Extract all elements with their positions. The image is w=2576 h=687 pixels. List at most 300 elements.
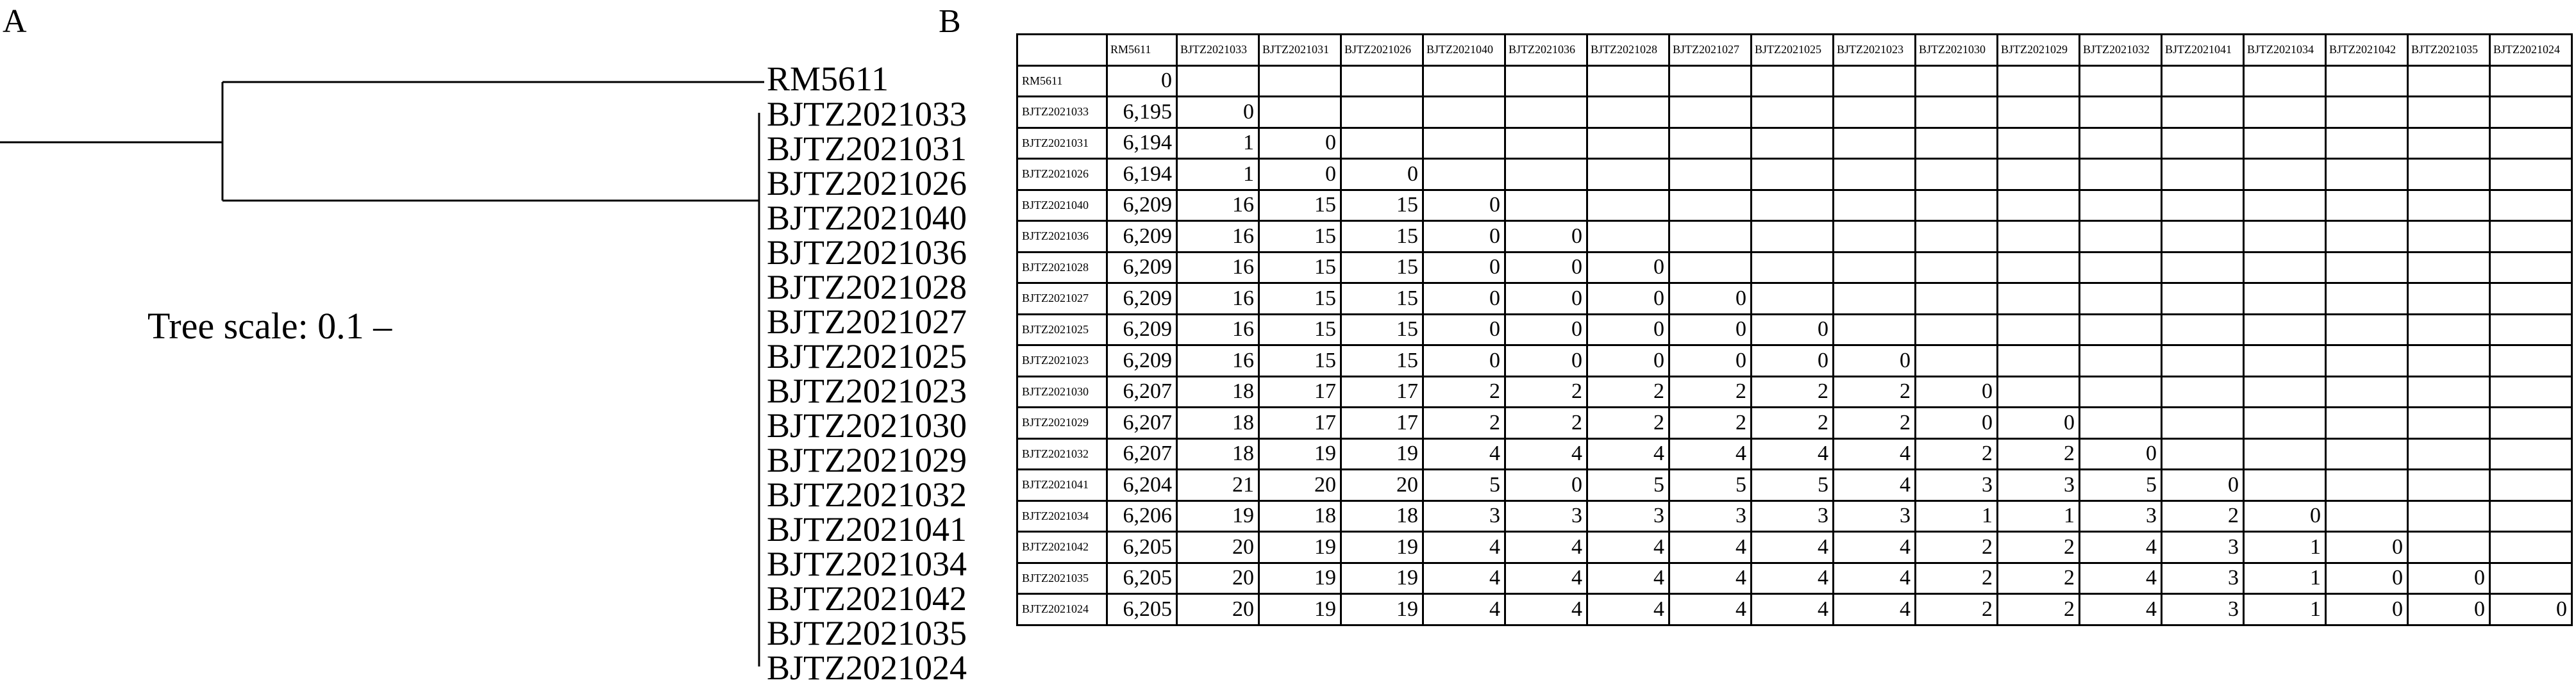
matrix-cell: 0 [1505, 470, 1587, 501]
matrix-cell: 19 [1259, 438, 1341, 470]
matrix-cell: 4 [1834, 563, 1916, 594]
matrix-cell [1834, 65, 1916, 97]
matrix-cell [2080, 376, 2162, 408]
matrix-cell: 4 [1669, 532, 1752, 563]
matrix-row-header: BJTZ2021026 [1017, 159, 1107, 190]
matrix-cell [1998, 65, 2080, 97]
matrix-cell: 2 [1669, 408, 1752, 439]
matrix-cell [2490, 470, 2572, 501]
matrix-cell [2408, 159, 2490, 190]
matrix-cell: 2 [1752, 408, 1834, 439]
matrix-cell [1916, 159, 1998, 190]
matrix-cell [2162, 408, 2244, 439]
matrix-cell [1341, 128, 1423, 159]
matrix-cell [2162, 221, 2244, 252]
matrix-cell [2408, 252, 2490, 283]
matrix-cell [2408, 532, 2490, 563]
matrix-cell [1423, 128, 1505, 159]
matrix-cell: 19 [1259, 532, 1341, 563]
tree-leaf-label: BJTZ2021026 [767, 164, 967, 203]
matrix-row-header: BJTZ2021035 [1017, 563, 1107, 594]
matrix-cell [2162, 345, 2244, 377]
matrix-cell: 2 [1998, 438, 2080, 470]
matrix-cell [1752, 159, 1834, 190]
matrix-cell [2326, 283, 2408, 315]
matrix-cell [1752, 190, 1834, 221]
matrix-cell [1669, 221, 1752, 252]
matrix-cell [2080, 159, 2162, 190]
matrix-cell [2080, 314, 2162, 345]
matrix-cell: 1 [2244, 594, 2326, 625]
matrix-cell [1916, 283, 1998, 315]
matrix-cell [1834, 314, 1916, 345]
tree-leaf-label: BJTZ2021034 [767, 545, 967, 583]
matrix-cell [1505, 128, 1587, 159]
matrix-cell [2326, 65, 2408, 97]
matrix-cell: 0 [2080, 438, 2162, 470]
matrix-row-header: BJTZ2021028 [1017, 252, 1107, 283]
matrix-cell [1341, 97, 1423, 128]
matrix-row-header: RM5611 [1017, 65, 1107, 97]
matrix-cell: 0 [2326, 563, 2408, 594]
matrix-cell: 0 [1177, 97, 1259, 128]
panel-label-b: B [939, 3, 961, 40]
matrix-cell [2080, 221, 2162, 252]
matrix-cell: 0 [1587, 283, 1669, 315]
matrix-corner-cell [1017, 35, 1107, 66]
tree-leaf-label: BJTZ2021028 [767, 268, 967, 306]
matrix-cell [2490, 283, 2572, 315]
matrix-cell: 3 [1505, 501, 1587, 532]
matrix-cell: 15 [1259, 252, 1341, 283]
matrix-cell: 20 [1259, 470, 1341, 501]
matrix-cell: 5 [1423, 470, 1505, 501]
matrix-cell [2162, 97, 2244, 128]
matrix-row [1017, 408, 2572, 439]
matrix-cell: 21 [1177, 470, 1259, 501]
tree-scale-label: Tree scale: 0.1 – [147, 305, 392, 347]
matrix-row-header: BJTZ2021031 [1017, 128, 1107, 159]
matrix-cell [1916, 65, 1998, 97]
matrix-cell [2326, 438, 2408, 470]
tree-leaf-label: BJTZ2021023 [767, 372, 967, 410]
matrix-cell [1834, 159, 1916, 190]
matrix-cell [2162, 376, 2244, 408]
matrix-cell: 1 [1998, 501, 2080, 532]
matrix-cell: 0 [1587, 252, 1669, 283]
matrix-cell: 3 [1752, 501, 1834, 532]
matrix-cell: 3 [1834, 501, 1916, 532]
matrix-cell: 0 [1107, 65, 1177, 97]
matrix-cell: 4 [1587, 594, 1669, 625]
matrix-cell [1998, 221, 2080, 252]
matrix-cell [1587, 97, 1669, 128]
tree-leaf-label: RM5611 [767, 60, 889, 98]
matrix-cell: 19 [1341, 532, 1423, 563]
matrix-cell [1916, 345, 1998, 377]
matrix-cell: 6,207 [1107, 408, 1177, 439]
matrix-cell: 0 [2326, 594, 2408, 625]
matrix-cell [1177, 65, 1259, 97]
matrix-cell: 4 [1752, 532, 1834, 563]
matrix-column-header: BJTZ2021042 [2326, 35, 2408, 66]
matrix-column-header: BJTZ2021025 [1752, 35, 1834, 66]
matrix-cell [1669, 65, 1752, 97]
matrix-cell [1505, 159, 1587, 190]
matrix-cell [2490, 314, 2572, 345]
matrix-cell [1587, 190, 1669, 221]
matrix-cell [1669, 128, 1752, 159]
matrix-cell [1752, 65, 1834, 97]
matrix-cell: 0 [1998, 408, 2080, 439]
matrix-cell [2408, 345, 2490, 377]
matrix-cell: 2 [2162, 501, 2244, 532]
matrix-cell [2490, 221, 2572, 252]
matrix-cell: 5 [1752, 470, 1834, 501]
matrix-cell: 6,207 [1107, 376, 1177, 408]
matrix-cell: 17 [1341, 408, 1423, 439]
matrix-cell [2326, 221, 2408, 252]
matrix-cell: 2 [1587, 376, 1669, 408]
matrix-cell [1669, 190, 1752, 221]
matrix-cell [2162, 159, 2244, 190]
matrix-cell [2162, 65, 2244, 97]
matrix-cell [2244, 128, 2326, 159]
matrix-row-header: BJTZ2021030 [1017, 376, 1107, 408]
matrix-cell: 6,209 [1107, 190, 1177, 221]
tree-leaf-label: BJTZ2021041 [767, 510, 967, 549]
matrix-column-header: BJTZ2021026 [1341, 35, 1423, 66]
matrix-cell [1916, 128, 1998, 159]
tree-leaf-label: BJTZ2021040 [767, 199, 967, 237]
matrix-cell [2080, 190, 2162, 221]
matrix-cell: 15 [1341, 314, 1423, 345]
matrix-cell: 0 [1423, 190, 1505, 221]
matrix-cell [1752, 221, 1834, 252]
matrix-cell: 6,204 [1107, 470, 1177, 501]
matrix-cell: 4 [1423, 594, 1505, 625]
matrix-cell: 16 [1177, 252, 1259, 283]
matrix-cell [1916, 190, 1998, 221]
matrix-cell [1834, 252, 1916, 283]
matrix-cell [2080, 345, 2162, 377]
matrix-cell: 0 [1259, 128, 1341, 159]
matrix-cell: 18 [1177, 438, 1259, 470]
matrix-cell: 4 [1587, 563, 1669, 594]
matrix-cell [1423, 97, 1505, 128]
matrix-cell [1834, 283, 1916, 315]
matrix-cell: 4 [2080, 563, 2162, 594]
matrix-column-header: BJTZ2021027 [1669, 35, 1752, 66]
matrix-cell: 0 [1587, 345, 1669, 377]
matrix-column-header: BJTZ2021041 [2162, 35, 2244, 66]
matrix-cell: 4 [1423, 438, 1505, 470]
matrix-cell: 19 [1259, 594, 1341, 625]
matrix-cell: 0 [1505, 314, 1587, 345]
matrix-cell [1998, 97, 2080, 128]
matrix-cell: 15 [1341, 190, 1423, 221]
matrix-cell [2244, 438, 2326, 470]
matrix-cell: 6,207 [1107, 438, 1177, 470]
snp-distance-matrix [1016, 33, 2573, 626]
matrix-cell [2408, 376, 2490, 408]
matrix-cell: 15 [1259, 221, 1341, 252]
matrix-cell [2244, 65, 2326, 97]
matrix-cell: 4 [2080, 594, 2162, 625]
matrix-cell: 0 [1752, 314, 1834, 345]
matrix-row [1017, 376, 2572, 408]
matrix-cell: 20 [1177, 532, 1259, 563]
matrix-column-header: BJTZ2021034 [2244, 35, 2326, 66]
matrix-row [1017, 252, 2572, 283]
matrix-cell: 2 [1505, 408, 1587, 439]
matrix-cell [1587, 65, 1669, 97]
matrix-cell [2080, 65, 2162, 97]
matrix-cell [2080, 283, 2162, 315]
matrix-cell: 19 [1341, 594, 1423, 625]
matrix-cell [1998, 283, 2080, 315]
matrix-cell: 17 [1259, 408, 1341, 439]
matrix-cell: 2 [1834, 408, 1916, 439]
matrix-cell: 6,194 [1107, 128, 1177, 159]
matrix-cell [1998, 128, 2080, 159]
tree-leaf-label: BJTZ2021029 [767, 441, 967, 479]
matrix-row-header: BJTZ2021025 [1017, 314, 1107, 345]
matrix-row-header: BJTZ2021041 [1017, 470, 1107, 501]
matrix-cell [1916, 314, 1998, 345]
matrix-cell [2490, 190, 2572, 221]
matrix-cell [1505, 97, 1587, 128]
matrix-cell [1834, 190, 1916, 221]
matrix-cell: 20 [1341, 470, 1423, 501]
matrix-cell [2244, 252, 2326, 283]
matrix-cell: 0 [1259, 159, 1341, 190]
matrix-cell: 2 [1505, 376, 1587, 408]
matrix-column-header: BJTZ2021024 [2490, 35, 2572, 66]
matrix-cell: 16 [1177, 345, 1259, 377]
matrix-cell: 1 [2244, 532, 2326, 563]
tree-leaf-label: BJTZ2021042 [767, 579, 967, 618]
matrix-column-header: BJTZ2021040 [1423, 35, 1505, 66]
tree-leaf-label: BJTZ2021036 [767, 233, 967, 272]
matrix-cell: 3 [1423, 501, 1505, 532]
matrix-cell: 4 [1669, 438, 1752, 470]
matrix-cell [1834, 128, 1916, 159]
matrix-cell: 4 [1505, 438, 1587, 470]
matrix-cell: 15 [1341, 345, 1423, 377]
matrix-row-header: BJTZ2021027 [1017, 283, 1107, 315]
matrix-cell: 20 [1177, 563, 1259, 594]
matrix-cell [1752, 252, 1834, 283]
matrix-row [1017, 128, 2572, 159]
matrix-cell: 6,205 [1107, 563, 1177, 594]
matrix-cell: 6,205 [1107, 532, 1177, 563]
matrix-cell [2490, 65, 2572, 97]
matrix-cell: 6,209 [1107, 252, 1177, 283]
matrix-cell [2244, 470, 2326, 501]
matrix-cell: 5 [1669, 470, 1752, 501]
matrix-cell [2162, 252, 2244, 283]
matrix-cell: 0 [1587, 314, 1669, 345]
matrix-row [1017, 470, 2572, 501]
matrix-cell [2326, 97, 2408, 128]
matrix-cell: 15 [1341, 252, 1423, 283]
matrix-cell: 6,209 [1107, 283, 1177, 315]
matrix-cell: 0 [1505, 221, 1587, 252]
matrix-cell [2162, 283, 2244, 315]
matrix-cell: 19 [1259, 563, 1341, 594]
matrix-cell [1341, 65, 1423, 97]
matrix-cell: 6,205 [1107, 594, 1177, 625]
matrix-row [1017, 314, 2572, 345]
matrix-cell: 0 [1423, 314, 1505, 345]
matrix-cell [2408, 470, 2490, 501]
matrix-cell [1587, 128, 1669, 159]
tree-leaf-label: BJTZ2021024 [767, 649, 967, 687]
matrix-cell [2490, 501, 2572, 532]
matrix-cell [2408, 128, 2490, 159]
matrix-row-header: BJTZ2021040 [1017, 190, 1107, 221]
matrix-cell [2490, 97, 2572, 128]
matrix-cell: 4 [1834, 594, 1916, 625]
tree-leaf-label: BJTZ2021033 [767, 95, 967, 133]
matrix-cell [2326, 408, 2408, 439]
matrix-cell: 19 [1177, 501, 1259, 532]
matrix-cell [2490, 532, 2572, 563]
matrix-cell [2490, 438, 2572, 470]
matrix-cell [1505, 190, 1587, 221]
matrix-cell [1423, 65, 1505, 97]
matrix-cell: 0 [1669, 283, 1752, 315]
matrix-cell [2080, 128, 2162, 159]
matrix-cell [2080, 252, 2162, 283]
matrix-cell: 0 [2408, 594, 2490, 625]
matrix-cell: 4 [1669, 594, 1752, 625]
matrix-cell: 1 [1177, 159, 1259, 190]
matrix-cell [2326, 252, 2408, 283]
matrix-row-header: BJTZ2021023 [1017, 345, 1107, 377]
matrix-cell [2244, 97, 2326, 128]
matrix-row-header: BJTZ2021034 [1017, 501, 1107, 532]
tree-leaf-label: BJTZ2021030 [767, 406, 967, 445]
matrix-cell [2408, 408, 2490, 439]
matrix-row [1017, 97, 2572, 128]
matrix-cell: 3 [2080, 501, 2162, 532]
matrix-cell: 0 [1505, 345, 1587, 377]
matrix-cell [1752, 97, 1834, 128]
matrix-cell [2326, 128, 2408, 159]
matrix-cell: 0 [1341, 159, 1423, 190]
matrix-cell: 0 [2326, 532, 2408, 563]
matrix-cell [1998, 252, 2080, 283]
matrix-cell: 0 [1752, 345, 1834, 377]
matrix-cell: 4 [1834, 438, 1916, 470]
matrix-cell: 1 [1916, 501, 1998, 532]
matrix-cell: 15 [1259, 345, 1341, 377]
tree-leaf-label: BJTZ2021031 [767, 129, 967, 168]
matrix-cell: 2 [1587, 408, 1669, 439]
matrix-cell: 16 [1177, 314, 1259, 345]
matrix-cell: 0 [2408, 563, 2490, 594]
matrix-cell: 18 [1177, 376, 1259, 408]
matrix-cell: 2 [1916, 594, 1998, 625]
tree-leaf-label: BJTZ2021027 [767, 302, 967, 341]
panel-label-a: A [3, 3, 27, 40]
matrix-cell: 0 [2162, 470, 2244, 501]
matrix-row [1017, 159, 2572, 190]
matrix-cell: 20 [1177, 594, 1259, 625]
matrix-cell [2408, 190, 2490, 221]
matrix-cell: 5 [1587, 470, 1669, 501]
matrix-cell [2244, 376, 2326, 408]
matrix-cell: 0 [1505, 252, 1587, 283]
matrix-cell [2408, 221, 2490, 252]
matrix-cell: 6,195 [1107, 97, 1177, 128]
matrix-cell: 4 [1423, 532, 1505, 563]
matrix-cell [2490, 159, 2572, 190]
matrix-cell [2490, 408, 2572, 439]
matrix-cell: 2 [1998, 594, 2080, 625]
matrix-cell [1916, 252, 1998, 283]
matrix-cell: 3 [1998, 470, 2080, 501]
matrix-cell [2162, 438, 2244, 470]
matrix-column-header: BJTZ2021029 [1998, 35, 2080, 66]
matrix-row [1017, 190, 2572, 221]
matrix-cell: 2 [1998, 532, 2080, 563]
matrix-cell: 2 [1423, 376, 1505, 408]
matrix-row [1017, 563, 2572, 594]
matrix-cell [2490, 376, 2572, 408]
matrix-cell [1669, 97, 1752, 128]
matrix-cell [2080, 97, 2162, 128]
matrix-cell [2408, 65, 2490, 97]
matrix-row-header: BJTZ2021036 [1017, 221, 1107, 252]
tree-leaf-label: BJTZ2021025 [767, 337, 967, 376]
matrix-cell: 4 [1752, 594, 1834, 625]
matrix-row [1017, 438, 2572, 470]
matrix-column-header: BJTZ2021036 [1505, 35, 1587, 66]
matrix-cell: 3 [1587, 501, 1669, 532]
matrix-cell [1998, 190, 2080, 221]
matrix-cell [2326, 314, 2408, 345]
matrix-cell [2244, 159, 2326, 190]
matrix-cell: 5 [2080, 470, 2162, 501]
matrix-cell: 0 [1669, 345, 1752, 377]
matrix-cell [1669, 252, 1752, 283]
matrix-cell [1259, 65, 1341, 97]
matrix-cell [2244, 345, 2326, 377]
matrix-cell [2162, 190, 2244, 221]
matrix-column-header: RM5611 [1107, 35, 1177, 66]
matrix-cell: 17 [1259, 376, 1341, 408]
matrix-cell: 19 [1341, 438, 1423, 470]
matrix-cell: 6,206 [1107, 501, 1177, 532]
matrix-cell: 0 [2490, 594, 2572, 625]
matrix-row [1017, 594, 2572, 625]
matrix-column-header: BJTZ2021028 [1587, 35, 1669, 66]
matrix-cell: 18 [1177, 408, 1259, 439]
matrix-cell: 0 [1916, 376, 1998, 408]
matrix-cell [2408, 501, 2490, 532]
matrix-row-header: BJTZ2021024 [1017, 594, 1107, 625]
matrix-row-header: BJTZ2021042 [1017, 532, 1107, 563]
matrix-row-header: BJTZ2021032 [1017, 438, 1107, 470]
matrix-cell: 15 [1259, 283, 1341, 315]
matrix-cell: 4 [1505, 594, 1587, 625]
matrix-cell [2490, 345, 2572, 377]
matrix-cell: 4 [1587, 532, 1669, 563]
matrix-cell [2408, 314, 2490, 345]
